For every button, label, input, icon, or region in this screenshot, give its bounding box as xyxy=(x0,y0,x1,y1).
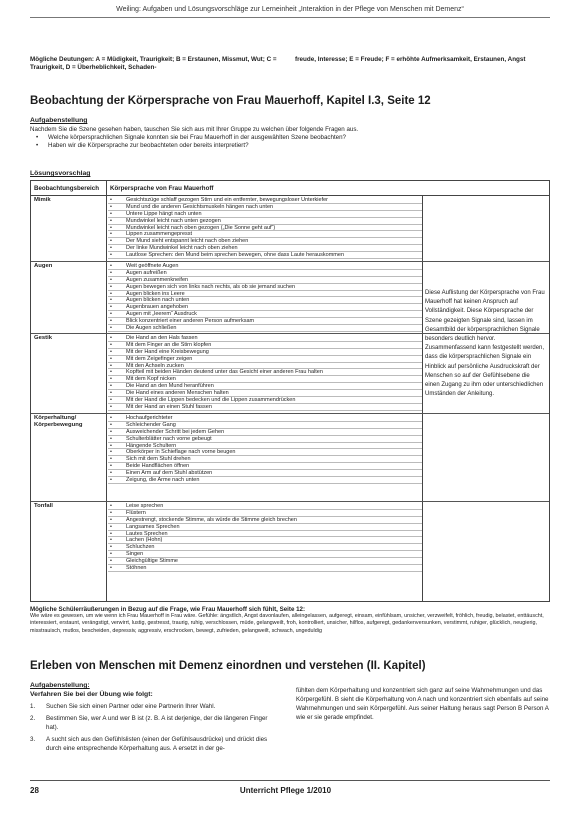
list-item: • Mit dem Finger an die Stirn klopfen xyxy=(108,342,422,349)
section2-right-column: fühlten dem Körperhaltung und konzentriert sich ganz auf seine Wahrnehmungen und das Körpergefühl. B sieht die Körperhaltung von A nach und konzentriert sich ebenfalls auf seine Wahrnehmungen und sein Körpergefühl. Aus seiner Haltung heraus sagt Person B Person A wie er sie gerade empfindet. xyxy=(296,687,549,721)
row-label-mimik: Mimik xyxy=(34,197,51,203)
section2-steps xyxy=(30,702,276,756)
table-row xyxy=(31,502,549,601)
list-item: • Stöhnen xyxy=(108,565,422,572)
list-item: • Lautlose Sprechen: den Mund beim sprechen bewegen, ohne dass Laute herauskommen xyxy=(108,252,422,259)
list-item: • Gleichgültige Stimme xyxy=(108,558,422,565)
emotion-text-right: freude, Interesse; E = Freude; F = erhöhte Aufmerksamkeit, Erstaunen, Angst xyxy=(295,56,526,63)
list-item: • Lippen zusammengepresst xyxy=(108,231,422,238)
list-item: • Die Hand eines anderen Menschen halten xyxy=(108,390,422,397)
row-items xyxy=(108,503,422,572)
list-item: • Flüstern xyxy=(108,510,422,517)
row-label-tonfall: Tonfall xyxy=(34,503,53,509)
table-row xyxy=(31,196,549,262)
section1-task-bullet: • Welche körpersprachlichen Signale konnten sie bei Frau Mauerhoff in der ausgewählten Szene beobachten? xyxy=(30,134,550,142)
step-number: 3. xyxy=(30,736,36,743)
list-item: • Leise sprechen xyxy=(108,503,422,510)
table-col-header-area: Beobachtungsbereich xyxy=(34,185,99,192)
step-text: Suchen Sie sich einen Partner oder eine Partnerin Ihrer Wahl. xyxy=(46,703,216,710)
row-items xyxy=(108,263,422,332)
list-item: • Augen bewegen sich von links nach rechts, als ob sie jemand suchen xyxy=(108,284,422,291)
list-item: • Augenbrauen angehoben xyxy=(108,304,422,311)
list-item: • Oberkörper in Schieflage nach vorne beugen xyxy=(108,449,422,456)
list-item: • Augen mit „leerem“ Ausdruck xyxy=(108,311,422,318)
row-items xyxy=(108,197,422,259)
table-header xyxy=(31,181,549,196)
section1-task-heading: Aufgabenstellung xyxy=(30,117,88,124)
list-item: • Die Augen schließen xyxy=(108,325,422,332)
list-item xyxy=(30,714,276,732)
list-item: • Augen aufreißen xyxy=(108,270,422,277)
table-row xyxy=(31,414,549,502)
section2-task-heading: Aufgabenstellung: xyxy=(30,682,90,689)
list-item: • Angestrengt, stockende Stimme, als würde die Stimme gleich brechen xyxy=(108,517,422,524)
list-item: • Untere Lippe hängt nach unten xyxy=(108,211,422,218)
list-item: • Lautes Sprechen xyxy=(108,531,422,538)
list-item: • Augen blicken ins Leere xyxy=(108,291,422,298)
list-item: • Hängende Schultern xyxy=(108,443,422,450)
list-item: • Mund und die anderen Gesichtsmuskeln hängen nach unten xyxy=(108,204,422,211)
list-item: • Mit dem Kopf nicken xyxy=(108,376,422,383)
list-item: • Beide Handflächen öffnen xyxy=(108,463,422,470)
list-item: • Schulterblätter nach vorne gebeugt xyxy=(108,436,422,443)
section2-title: Erleben von Menschen mit Demenz einordnen und verstehen (II. Kapitel) xyxy=(30,660,426,672)
header-rule xyxy=(30,17,550,18)
list-item: • Mundwinkel leicht nach oben gezogen („Die Sonne geht auf“) xyxy=(108,225,422,232)
list-item: • Mundwinkel leicht nach unten gezogen xyxy=(108,218,422,225)
step-number: 1. xyxy=(30,703,36,710)
list-item: • Mit der Hand eine Kreisbewegung xyxy=(108,349,422,356)
row-items xyxy=(108,415,422,484)
student-reactions-heading: Mögliche Schülerräußerungen in Bezug auf die Frage, wie Frau Mauerhoff sich fühlt, Seite 12: xyxy=(30,606,306,613)
list-item: • Die Hand an den Mund heranführen xyxy=(108,383,422,390)
footer-rule xyxy=(30,780,550,781)
table-col-header-body-language: Körpersprache von Frau Mauerhoff xyxy=(110,185,214,192)
section1-task-intro: Nachdem Sie die Szene gesehen haben, tauschen Sie sich aus mit Ihrer Gruppe zu welchen über folgende Fragen aus. xyxy=(30,126,359,133)
list-item: • Langsames Sprechen xyxy=(108,524,422,531)
list-item: • Augen zusammenkneifen xyxy=(108,277,422,284)
section1-task-text xyxy=(30,126,550,151)
list-item: • Singen xyxy=(108,551,422,558)
list-item xyxy=(30,735,276,753)
body-language-table xyxy=(30,180,550,602)
emotion-text-left: Mögliche Deutungen: A = Müdigkeit, Traurigkeit; B = Erstaunen, Missmut, Wut; C = Traurigkeit, D = Überheblichkeit, Schaden- xyxy=(30,56,277,72)
section2-procedure: Verfahren Sie bei der Übung wie folgt: xyxy=(30,691,153,698)
step-text: Bestimmen Sie, wer A und wer B ist (z. B. A ist derjenige, der die längeren Finger hat). xyxy=(46,715,268,731)
list-item xyxy=(30,702,276,711)
list-item: • Schluchzen xyxy=(108,544,422,551)
journal-name: Unterricht Pflege 1/2010 xyxy=(239,786,332,795)
list-item: • Mit der Hand die Lippen bedecken und die Lippen zusammendrücken xyxy=(108,397,422,404)
list-item: • Mit dem Zeigefinger zeigen xyxy=(108,356,422,363)
step-number: 2. xyxy=(30,715,36,722)
list-item: • Gesichtszüge schlaff gezogen Stirn und ein entfernter, bewegungsloser Unterkiefer xyxy=(108,197,422,204)
row-label-koerperhaltung: Körperhaltung/ Körperbewegung xyxy=(34,415,83,428)
list-item: • Mit der Hand an einen Stuhl fassen xyxy=(108,404,422,411)
table-side-note: Diese Auflistung der Körpersprache von Frau Mauerhoff hat keinen Anspruch auf Vollständigkeit. Diese Körpersprache der Szene gezeigten Signale sind, lassen im Gesamtbild der körpersprachlichen Signale besonders deutlich hervor. Zusammenfassend kann festgestellt werden, dass die körpersprachlichen Signale ein Hinblick auf persönliche Ausdruckskraft der Menschen so auf der Gefühlsebene die einen Zugang zu ihm oder unterschiedlichen Umständen der Anleitung. xyxy=(425,290,545,398)
student-reactions-text: Wie wäre es gewesen, um wie wenn ich Frau Mauerhoff in Frau wäre. Gefühle: ängstlich, Angst davonlaufen, alleingelassen, aufgeregt, einsam, einfühlsam, unsicher, verzweifelt, fröhlich, freudig, belastet, enttäuscht, interessiert, erstaunt, verängstigt, verwirrt, lustig, gestresst, traurig, ruhig, verschlossen, müde, gelangweilt, froh, kontrolliert, unsicher, hilflos, aufgeregt, gedankenversunken, verstimmt, ruhiger, glücklich, neugierig, misstrauisch, mutlos, bescheiden, depressiv, aggressiv, erschrocken, bewegt, zufrieden, gelangweilt, schwach, ungeduldig xyxy=(30,613,544,634)
list-item: • Weit geöffnete Augen xyxy=(108,263,422,270)
row-label-augen: Augen xyxy=(34,263,53,269)
list-item: • Kopfteil mit beiden Händen deutend unter das Gesicht einer anderen Frau halten xyxy=(108,369,422,376)
section1-task-bullet: • Haben wir die Körpersprache zur beobachteten oder bereits interpretiert? xyxy=(30,142,550,150)
row-items xyxy=(108,335,422,411)
list-item: • Zeigung, die Arme nach unten xyxy=(108,477,422,484)
emotion-interpretations xyxy=(30,56,550,72)
list-item: • Blick konzentriert einer anderen Person aufmerksam xyxy=(108,318,422,325)
running-header: Weiling: Aufgaben und Lösungsvorschläge zur Lerneinheit „Interaktion in der Pflege von Menschen mit Demenz“ xyxy=(116,6,464,13)
list-item: • Die Hand an den Hals fassen xyxy=(108,335,422,342)
list-item: • Der Mund sieht entspannt leicht nach oben ziehen xyxy=(108,238,422,245)
list-item: • Sich mit dem Stuhl drehen xyxy=(108,456,422,463)
list-item: • Schleichender Gang xyxy=(108,422,422,429)
list-item: • Mit den Achseln zucken xyxy=(108,363,422,370)
list-item: • Lachen (Hohn) xyxy=(108,537,422,544)
section1-title: Beobachtung der Körpersprache von Frau Mauerhoff, Kapitel I.3, Seite 12 xyxy=(30,95,431,107)
list-item: • Ausweichender Schritt bei jedem Gehen xyxy=(108,429,422,436)
list-item: • Hochaufgerichteter xyxy=(108,415,422,422)
list-item: • Einen Arm auf dem Stuhl abstützen xyxy=(108,470,422,477)
list-item: • Augen blicken nach unten xyxy=(108,297,422,304)
step-text: A sucht sich aus den Gefühlslisten (einen der Gefühlsausdrücke) und drückt dies durch eine entsprechende Körperhaltung aus. A ersetzt in der ge- xyxy=(46,736,268,752)
page-number: 28 xyxy=(30,786,39,795)
row-label-gestik: Gestik xyxy=(34,335,53,341)
solution-heading: Lösungsvorschlag xyxy=(30,170,91,177)
list-item: • Der linke Mundwinkel leicht nach oben ziehen xyxy=(108,245,422,252)
